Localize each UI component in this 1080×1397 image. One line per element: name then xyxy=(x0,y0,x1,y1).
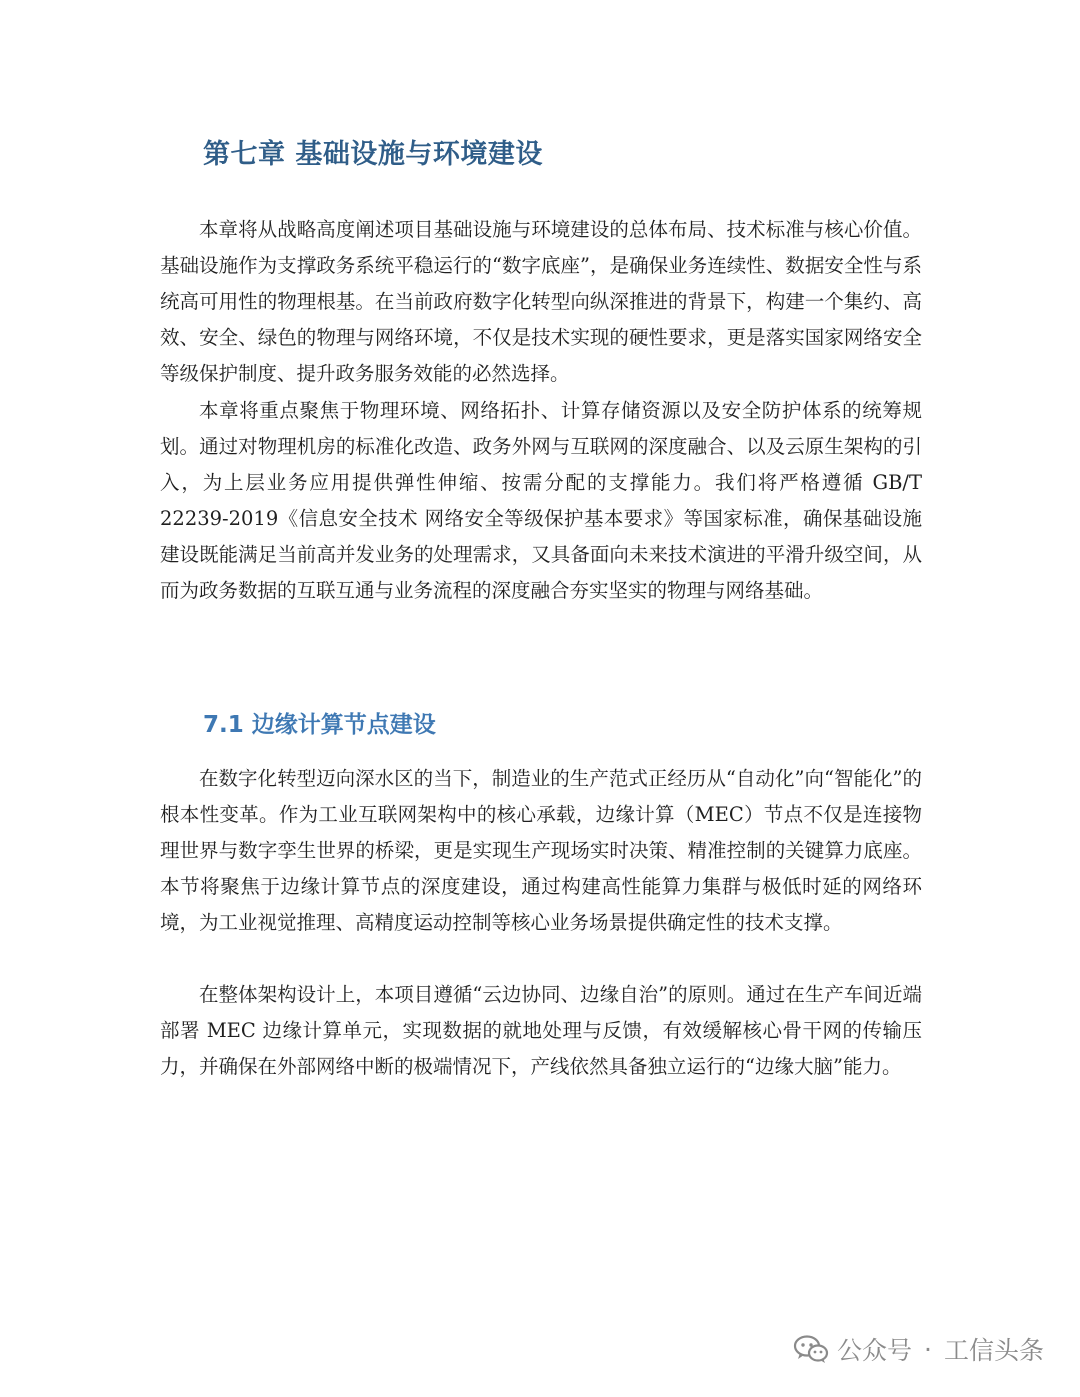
section-paragraph-1: 在数字化转型迈向深水区的当下，制造业的生产范式正经历从“自动化”向“智能化”的根本性变革。作为工业互联网架构中的核心承载，边缘计算（MEC）节点不仅是连接物理世界与数字孪生世界的桥梁，更是实现生产现场实时决策、精准控制的关键算力底座。本节将聚焦于边缘计算节点的深度建设，通过构建高性能算力集群与极低时延的网络环境，为工业视觉推理、高精度运动控制等核心业务场景提供确定性的技术支撑。 xyxy=(160,767,922,934)
chapter-title: 第七章 基础设施与环境建设 xyxy=(203,139,543,170)
watermark-account: 工信头条 xyxy=(943,1336,1044,1365)
section-title: 7.1 边缘计算节点建设 xyxy=(203,712,436,738)
watermark-label: 公众号 xyxy=(837,1336,913,1365)
intro-paragraph-1: 本章将从战略高度阐述项目基础设施与环境建设的总体布局、技术标准与核心价值。基础设施作为支撑政务系统平稳运行的“数字底座”，是确保业务连续性、数据安全性与系统高可用性的物理根基。在当前政府数字化转型向纵深推进的背景下，构建一个集约、高效、安全、绿色的物理与网络环境，不仅是技术实现的硬性要求，更是落实国家网络安全等级保护制度、提升政务服务效能的必然选择。 xyxy=(160,218,922,385)
intro-paragraph-2: 本章将重点聚焦于物理环境、网络拓扑、计算存储资源以及安全防护体系的统筹规划。通过对物理机房的标准化改造、政务外网与互联网的深度融合、以及云原生架构的引入，为上层业务应用提供弹性伸缩、按需分配的支撑能力。我们将严格遵循 GB/T 22239-2019《信息安全技术 网络安全等级保护基本要求》等国家标准，确保基础设施建设既能满足当前高并发业务的处理需求，又具备面向未来技术演进的平滑升级空间，从而为政务数据的互联互通与业务流程的深度融合夯实坚实的物理与网络基础。 xyxy=(160,399,922,602)
wechat-icon xyxy=(793,1334,829,1364)
watermark xyxy=(793,1331,1044,1367)
section-paragraph-2: 在整体架构设计上，本项目遵循“云边协同、边缘自治”的原则。通过在生产车间近端部署 MEC 边缘计算单元，实现数据的就地处理与反馈，有效缓解核心骨干网的传输压力，并确保在外部网络中断的极端情况下，产线依然具备独立运行的“边缘大脑”能力。 xyxy=(160,983,922,1078)
watermark-separator: · xyxy=(924,1334,932,1364)
